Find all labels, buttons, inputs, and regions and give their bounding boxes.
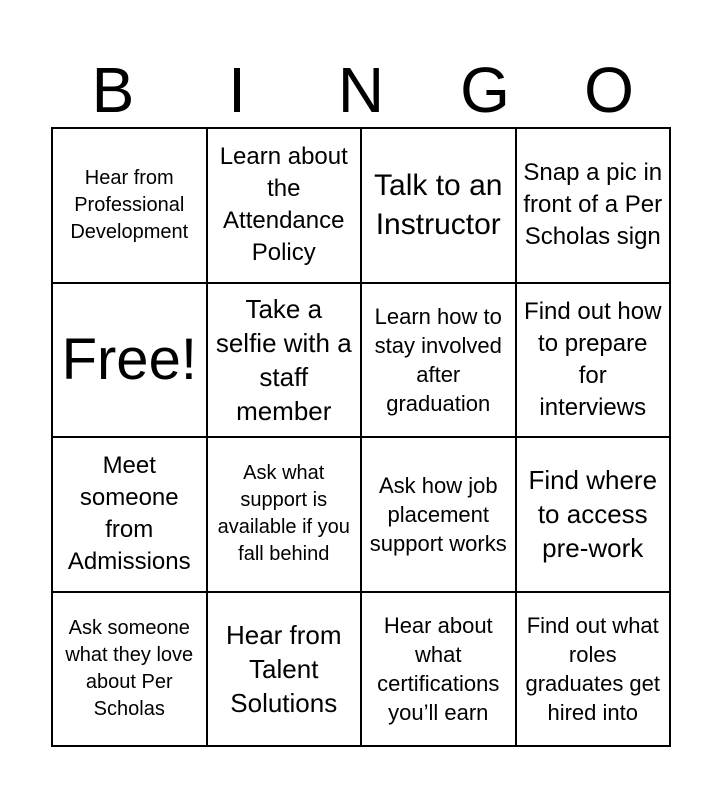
bingo-cell-text: Ask someone what they love about Per Scholas bbox=[65, 616, 194, 720]
bingo-cell-r1c1[interactable] bbox=[53, 129, 208, 284]
bingo-cell-r4c3[interactable] bbox=[362, 593, 517, 748]
bingo-cell-r3c2[interactable] bbox=[208, 438, 363, 593]
bingo-cell-text: Take a selfie with a staff member bbox=[215, 293, 352, 426]
bingo-cell-text: Hear from Talent Solutions bbox=[225, 619, 342, 718]
bingo-cell-text: Learn about the Attendance Policy bbox=[219, 143, 348, 267]
bingo-cell-r4c4[interactable] bbox=[517, 593, 672, 748]
bingo-cell-text: Hear about what certifications you’ll earn bbox=[377, 612, 500, 725]
bingo-free-space[interactable] bbox=[53, 284, 208, 439]
bingo-cell-text: Snap a pic in front of a Per Scholas sign bbox=[523, 159, 663, 251]
header-letter-i: I bbox=[228, 54, 246, 126]
bingo-cell-r1c2[interactable] bbox=[208, 129, 363, 284]
bingo-cell-text: Hear from Professional Development bbox=[70, 166, 189, 243]
bingo-cell-r3c1[interactable] bbox=[53, 438, 208, 593]
bingo-cell-r2c2[interactable] bbox=[208, 284, 363, 439]
bingo-cell-text: Find out how to prepare for interviews bbox=[524, 297, 662, 421]
bingo-cell-r2c3[interactable] bbox=[362, 284, 517, 439]
bingo-cell-r3c4[interactable] bbox=[517, 438, 672, 593]
bingo-cell-r4c2[interactable] bbox=[208, 593, 363, 748]
header-letter-n: N bbox=[337, 54, 385, 126]
header-letter-g: G bbox=[460, 54, 510, 126]
bingo-cell-r1c3[interactable] bbox=[362, 129, 517, 284]
header-letter-o: O bbox=[584, 54, 634, 126]
bingo-cell-r2c4[interactable] bbox=[517, 284, 672, 439]
free-space-label: Free! bbox=[61, 326, 197, 392]
bingo-header bbox=[51, 52, 671, 128]
bingo-cell-text: Find where to access pre-work bbox=[528, 465, 658, 564]
bingo-cell-r3c3[interactable] bbox=[362, 438, 517, 593]
bingo-cell-text: Meet someone from Admissions bbox=[67, 452, 191, 576]
header-letter-b: B bbox=[91, 54, 135, 126]
bingo-cell-text: Ask what support is available if you fall behind bbox=[217, 462, 350, 566]
bingo-cell-text: Ask how job placement support works bbox=[369, 472, 507, 556]
bingo-cell-r1c4[interactable] bbox=[517, 129, 672, 284]
bingo-cell-text: Learn how to stay involved after graduation bbox=[374, 303, 502, 416]
bingo-board bbox=[51, 127, 671, 747]
bingo-cell-r4c1[interactable] bbox=[53, 593, 208, 748]
bingo-cell-text: Talk to an Instructor bbox=[374, 169, 503, 242]
bingo-cell-text: Find out what roles graduates get hired into bbox=[525, 612, 661, 725]
